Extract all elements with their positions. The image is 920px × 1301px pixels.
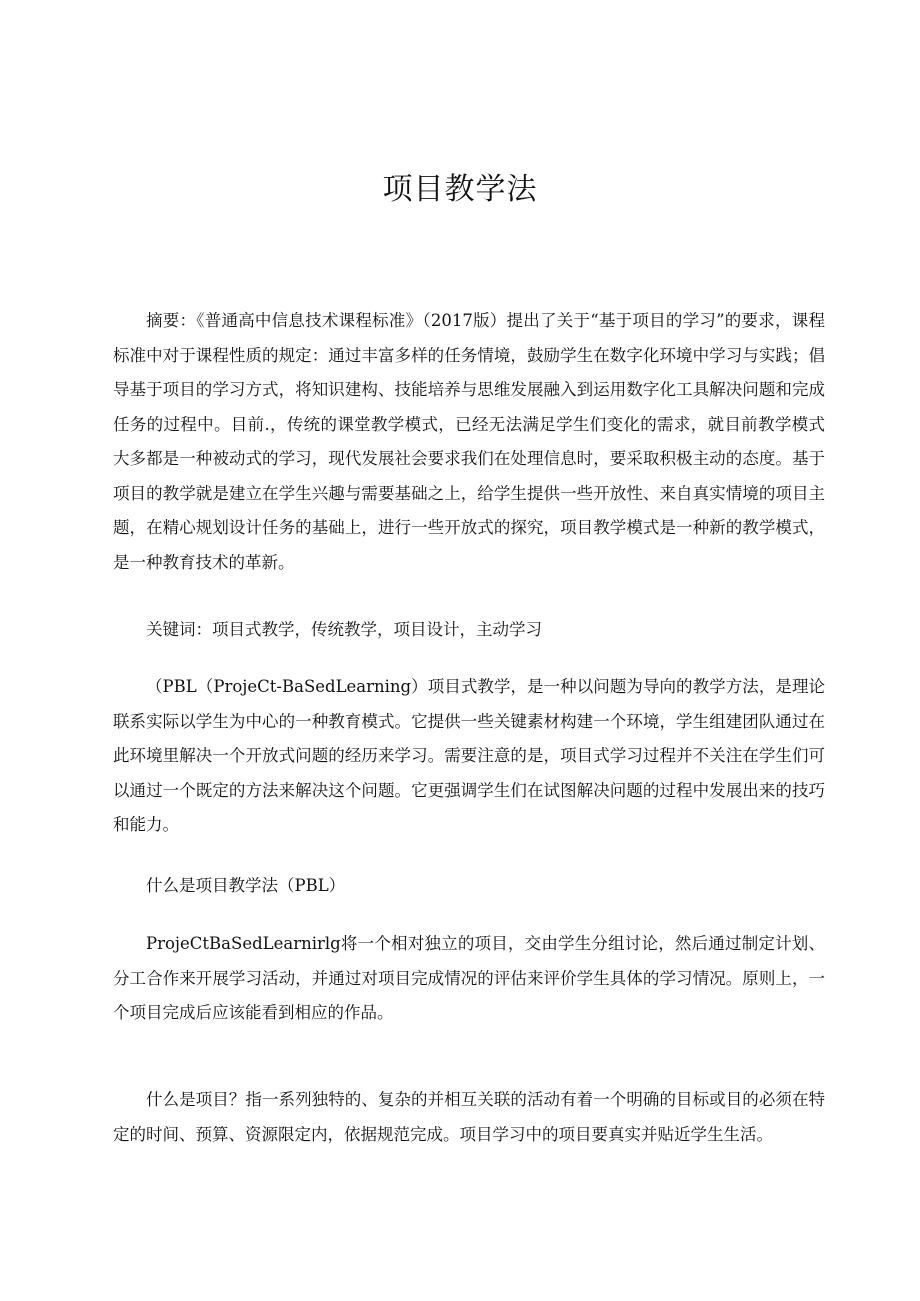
pbl-definition-paragraph: ProjeCtBaSedLearnirlg将一个相对独立的项目，交由学生分组讨论，然后通过制定计划、分工合作来开展学习活动，并通过对项目完成情况的评估来评价学生具体的学习情况。原则上，一个项目完成后应该能看到相应的作品。 — [113, 934, 825, 1022]
what-is-pbl-heading: 什么是项目教学法（PBL） — [146, 876, 346, 895]
abstract-paragraph: 摘要：《普通高中信息技术课程标准》（2017版）提出了关于“基于项目的学习”的要求，课程标准中对于课程性质的规定：通过丰富多样的任务情境，鼓励学生在数字化环境中学习与实践；倡导基于项目的学习方式，将知识建构、技能培养与思维发展融入到运用数字化工具解决问题和完成任务的过程中。目前.，传统的课堂教学模式，已经无法满足学生们变化的需求，就目前教学模式大多都是一种被动式的学习，现代发展社会要求我们在处理信息时，要采取积极主动的态度。基于项目的教学就是建立在学生兴趣与需要基础之上，给学生提供一些开放性、来自真实情境的项目主题，在精心规划设计任务的基础上，进行一些开放式的探究，项目教学模式是一种新的教学模式，是一种教育技术的革新。 — [113, 311, 825, 572]
pbl-intro-paragraph: （PBL（ProjeCt-BaSedLearning）项目式教学，是一种以问题为导向的教学方法，是理论联系实际以学生为中心的一种教育模式。它提供一些关键素材构建一个环境，学生组建团队通过在此环境里解决一个开放式问题的经历来学习。需要注意的是，项目式学习过程并不关注在学生们可以通过一个既定的方法来解决这个问题。它更强调学生们在试图解决问题的过程中发展出来的技巧和能力。 — [113, 677, 825, 834]
what-is-project-paragraph: 什么是项目？指一系列独特的、复杂的并相互关联的活动有着一个明确的目标或目的必须在特定的时间、预算、资源限定内，依据规范完成。项目学习中的项目要真实并贴近学生生活。 — [113, 1090, 825, 1144]
keywords-paragraph: 关键词：项目式教学，传统教学，项目设计，主动学习 — [146, 620, 542, 639]
document-title: 项目教学法 — [382, 172, 538, 207]
